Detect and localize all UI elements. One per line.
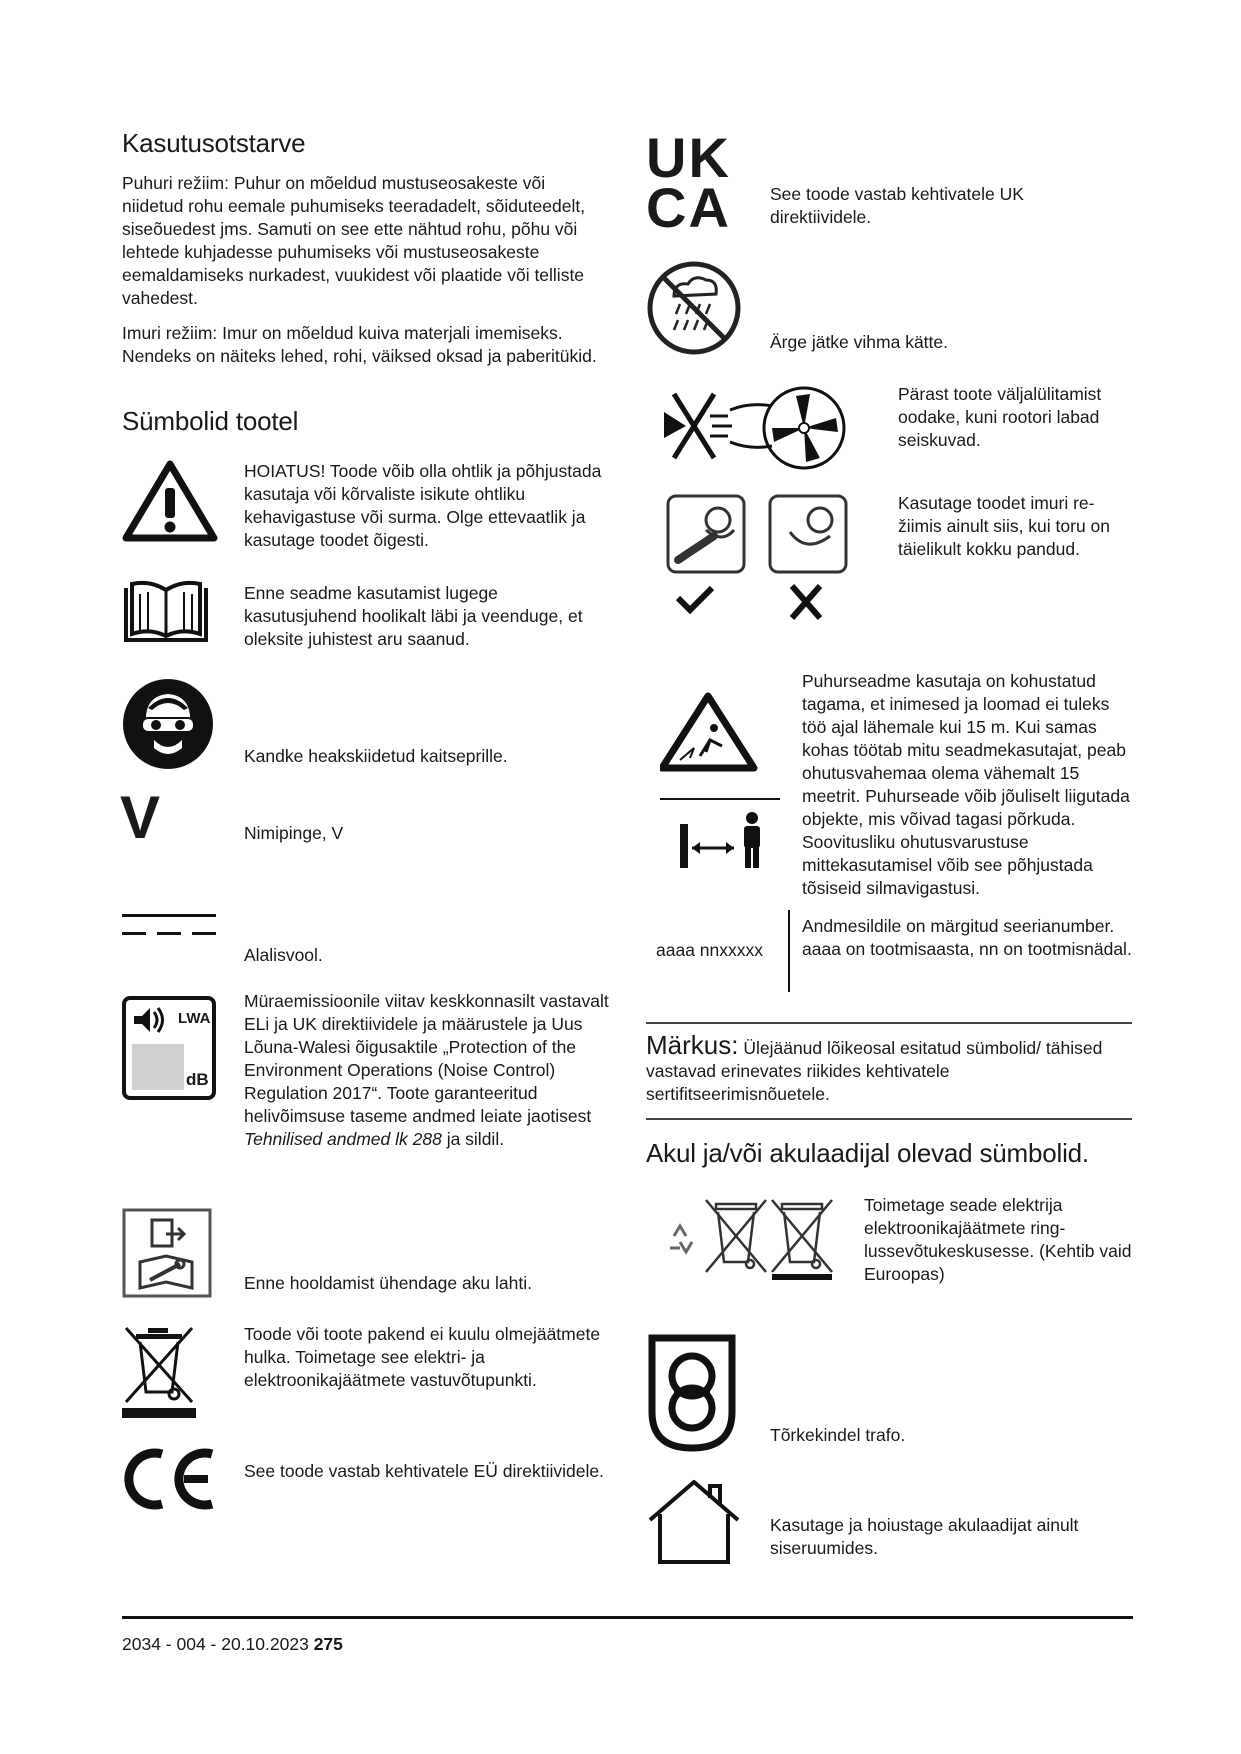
safety-goggles-icon (122, 678, 214, 770)
rain-text: Ärge jätke vihma kätte. (770, 332, 948, 352)
volt-symbol: V (120, 784, 161, 851)
footer (122, 1634, 343, 1655)
goggles-text: Kandke heakskiidetud kaitseprille. (244, 746, 508, 766)
noise-db-label: dB (186, 1070, 209, 1089)
fail-safe-transformer-icon (646, 1332, 738, 1454)
battery-symbols-heading: Akul ja/või akulaadijal olevad sümbolid. (646, 1138, 1089, 1168)
distance-text: Puhurseadme kasutaja on kohustatud tagama, et inimesed ja loomad ei tuleks töö ajal lähemale kui 15 m. Kui samas kohas töötab mitu seadmekasutajat, peab ohutusvahemaa olema vähemalt 15 meetrit. Puhurseade võib jõuliselt liigutada objekte, mis võivad tagasi põrkuda. Soovitusliku ohutusvarustuse mittekasutamisel võib see põhjustada tõsiseid silmavigastusi. (802, 671, 1130, 898)
blower-mode-paragraph (122, 172, 602, 310)
indoor-use-house-icon (646, 1478, 742, 1566)
technical-data-link[interactable]: Tehnilised andmed lk 288 (244, 1129, 442, 1149)
serial-text: Andmesildile on märgitud seerianumber. aaaa on tootmisaasta, nn on tootmisnädal. (802, 916, 1132, 959)
document-reference: 2034 - 004 - 20.10.2023 (122, 1634, 309, 1654)
warning-triangle-icon (122, 458, 218, 544)
warning-text: HOIATUS! Toode võib olla ohtlik ja põhjustada kasutaja või kõrvaliste isikute ohtliku kehavigastuse või surma. Olge ettevaatlik ja kasutage toodet õigesti. (244, 461, 602, 550)
usage-heading: Kasutusotstarve (122, 128, 306, 158)
note-paragraph (646, 1030, 1132, 1106)
rotor-text: Pärast toote väljalülitamist oodake, kuni rootori labad seiskuvad. (898, 384, 1102, 450)
maintenance-text: Enne hooldamist ühendage aku lahti. (244, 1273, 532, 1293)
footer-rule (122, 1616, 1133, 1619)
serial-divider (788, 910, 790, 992)
note-top-rule (646, 1022, 1132, 1024)
transformer-text: Tõrkekindel trafo. (770, 1425, 906, 1445)
indoor-text: Kasutage ja hoiustage akulaadijat ainult siseruumides. (770, 1515, 1079, 1558)
ukca-text: See toode vastab kehtivatele UK direktiividele. (770, 184, 1024, 227)
noise-text: Müraemissioonile viitav keskkonnasilt vastavalt ELi ja UK direktiividele ja määrustele ja Uus Lõuna-Walesi õigusaktile „Protection of the Environment Operations (Noise Control) Regulation 2017“. Toote garanteeritud helivõimsuse taseme andmed leiate jaotisest (244, 991, 609, 1126)
volt-text: Nimipinge, V (244, 823, 344, 843)
dc-text: Alalisvool. (244, 945, 323, 965)
blower-mode-text: Puhur on mõeldud mustuseosakeste või niidetud rohu eemale puhumiseks teeradadelt, sõiduteedelt, siseõuedest jms. Samuti on see ette nähtud rohu, põhu või lehtede kuhjadesse puhumiseks või mustuseosakeste eemaldamiseks nurkadest, vuukidest või plaatide või telliste vahedest. (122, 173, 586, 308)
waste-text: Toode või toote pakend ei kuulu olmejäätmete hulka. Toimetage see elektri- ja elektroonikajäätmete vastuvõtupunkti. (244, 1324, 601, 1390)
noise-text-paragraph (244, 990, 609, 1151)
serial-code: aaaa nnxxxxx (656, 940, 764, 960)
manual-book-icon (122, 580, 210, 646)
disconnect-battery-maintenance-icon (122, 1208, 212, 1298)
vacuum-mode-label: Imuri režiim: (122, 323, 218, 343)
noise-lwa-label: LWA (178, 1010, 211, 1027)
note-label: Märkus: (646, 1030, 739, 1060)
note-bottom-rule (646, 1118, 1132, 1120)
no-rain-icon (646, 260, 742, 356)
ukca-bottom: CA (646, 176, 731, 239)
ukca-top: UK (646, 126, 731, 189)
noise-tail: ja sildil. (441, 1129, 505, 1149)
direct-current-icon (122, 912, 216, 938)
assembled-tube-icon (666, 494, 850, 626)
ce-text: See toode vastab kehtivatele EÜ direktiividele. (244, 1461, 604, 1481)
noise-emission-label-icon (122, 996, 216, 1100)
bystander-distance-icon (660, 690, 786, 884)
note-text: Ülejäänud lõikeosal esitatud sümbolid/ tähised vastavad erinevates riikides kehtivatele sertifitseerimisnõuetele. (646, 1038, 1103, 1104)
page-number: 275 (313, 1634, 343, 1654)
rotor-stop-icon (660, 382, 850, 474)
crossed-out-bin-icon (122, 1322, 196, 1418)
tube-text: Kasutage toodet imuri režiimis ainult siis, kui toru on täielikult kokku pandud. (898, 493, 1111, 559)
vacuum-mode-text: Imur on mõeldud kuiva materjali imemiseks. Nendeks on näiteks lehed, rohi, väiksed oksad ja paberitükid. (122, 323, 597, 366)
blower-mode-label: Puhuri režiim: (122, 173, 229, 193)
ukca-mark-icon (646, 126, 742, 239)
manual-text: Enne seadme kasutamist lugege kasutusjuhend hoolikalt läbi ja veenduge, et oleksite juhistest aru saanud. (244, 583, 583, 649)
recycle-weee-icon (660, 1196, 850, 1280)
recycle-text: Toimetage seade elektrija elektroonikajäätmete ringlussevõtukeskusesse. (Kehtib vaid Euroopas) (864, 1195, 1132, 1284)
symbols-heading: Sümbolid tootel (122, 406, 299, 436)
vacuum-mode-paragraph (122, 322, 602, 368)
ce-mark-icon (122, 1446, 218, 1512)
